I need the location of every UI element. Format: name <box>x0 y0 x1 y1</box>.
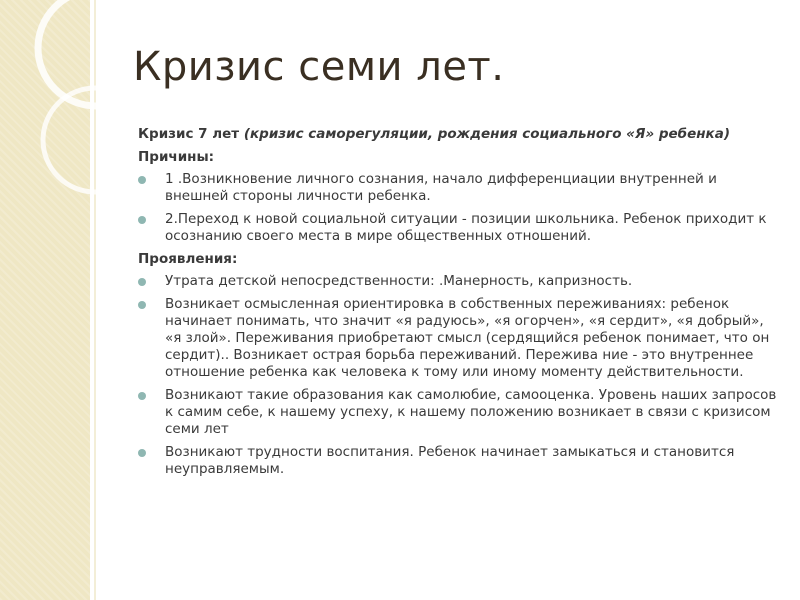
bullet-dot-icon <box>138 278 146 286</box>
intro-paragraph <box>138 126 778 143</box>
list-item-text: Возникают такие образования как самолюбие, самооценка. Уровень наших запросов к самим себе, к нашему успеху, к нашему положению возникает в связи с кризисом семи лет <box>165 387 777 437</box>
list-item <box>138 273 778 290</box>
list-item-text: Утрата детской непосредственности: .Манерность, капризность. <box>165 273 633 289</box>
list-item-text: 2.Переход к новой социальной ситуации - позиции школьника. Ребенок приходит к осознанию своего места в мире общественных отношений. <box>165 211 767 244</box>
list-item <box>138 387 778 438</box>
intro-bold-text: Кризис 7 лет <box>138 126 244 142</box>
bullet-dot-icon <box>138 301 146 309</box>
manifestations-heading: Проявления: <box>138 251 238 267</box>
causes-heading: Причины: <box>138 149 215 165</box>
list-item-text: Возникают трудности воспитания. Ребенок начинает замыкаться и становится неуправляемым. <box>165 444 735 477</box>
list-item-text: Возникает осмысленная ориентировка в собственных переживаниях: ребенок начинает понимать, что значит «я радуюсь», «я огорчен», «я сердит», «я добрый», «я злой». Переживания приобретают смысл (сердящийся ребенок понимает, что он сердит).. Возникает острая борьба переживаний. Пережива ние - это внутреннее отношение ребенка как человека к тому или иному моменту действительности. <box>165 296 770 380</box>
slide-content <box>138 126 778 484</box>
intro-italic-text: (кризис саморегуляции, рождения социального «Я» ребенка) <box>243 126 730 142</box>
list-item <box>138 296 778 381</box>
list-item <box>138 211 778 245</box>
bullet-dot-icon <box>138 176 146 184</box>
bullet-dot-icon <box>138 449 146 457</box>
list-item-text: 1 .Возникновение личного сознания, начало дифференциации внутренней и внешней стороны личности ребенка. <box>165 171 717 204</box>
bullet-dot-icon <box>138 216 146 224</box>
list-item <box>138 444 778 478</box>
list-item <box>138 171 778 205</box>
slide-title: Кризис семи лет. <box>133 44 505 90</box>
bullet-dot-icon <box>138 392 146 400</box>
